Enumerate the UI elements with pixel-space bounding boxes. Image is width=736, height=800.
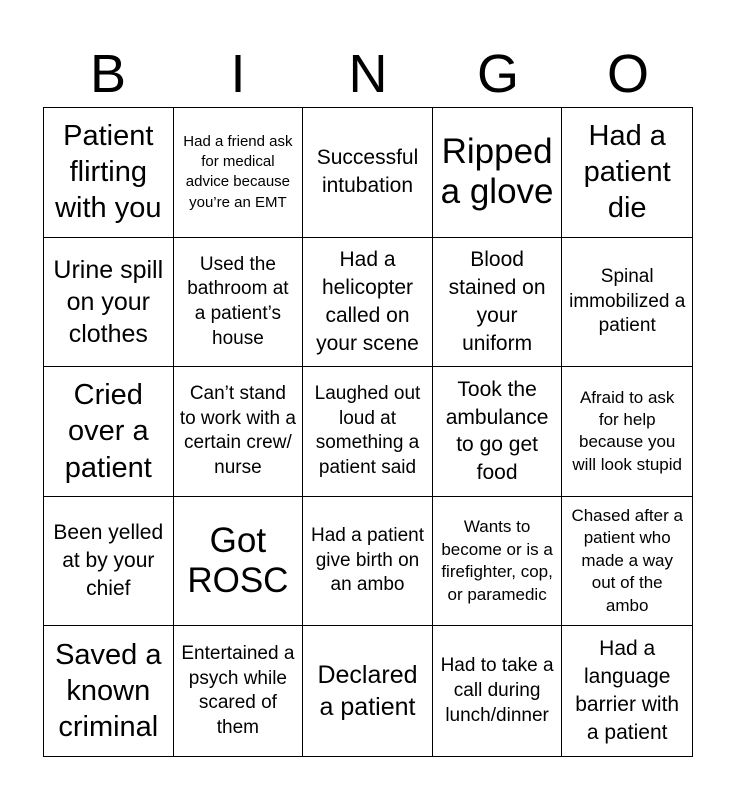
bingo-cell[interactable]	[174, 497, 304, 627]
cell-text: Patient flirting with you	[55, 119, 162, 225]
cell-text: Got ROSC	[187, 520, 289, 601]
bingo-cell[interactable]	[433, 108, 563, 238]
bingo-cell[interactable]	[562, 367, 692, 497]
cell-text: Chased after a patient who made a way out of the ambo	[571, 506, 683, 615]
cell-text: Successful intubation	[316, 146, 419, 198]
bingo-cell[interactable]	[174, 108, 304, 238]
bingo-cell[interactable]	[562, 108, 692, 238]
bingo-cell[interactable]	[44, 626, 174, 756]
bingo-cell[interactable]	[44, 238, 174, 368]
cell-text: Spinal immobilized a patient	[569, 265, 686, 337]
cell-text: Entertained a psych while scared of them	[181, 642, 295, 738]
header-letter-i: I	[230, 44, 246, 104]
bingo-cell[interactable]	[562, 626, 692, 756]
bingo-cell[interactable]	[433, 238, 563, 368]
bingo-cell[interactable]	[174, 367, 304, 497]
bingo-cell[interactable]	[174, 238, 304, 368]
cell-text: Took the ambulance to go get food	[445, 377, 549, 485]
cell-text: Been yelled at by your chief	[53, 521, 164, 601]
cell-text: Declared a patient	[317, 661, 418, 722]
header-letter-b: B	[89, 44, 127, 104]
cell-text: Afraid to ask for help because you will look stupid	[572, 387, 682, 474]
cell-text: Urine spill on your clothes	[53, 255, 164, 348]
bingo-cell[interactable]	[433, 367, 563, 497]
header-letter-g: G	[476, 44, 519, 104]
bingo-cell[interactable]	[303, 367, 433, 497]
cell-text: Can’t stand to work with a certain crew/ nurse	[179, 383, 296, 479]
bingo-cell[interactable]	[433, 497, 563, 627]
bingo-header	[43, 40, 693, 108]
cell-text: Wants to become or is a firefighter, cop, or paramedic	[441, 517, 553, 604]
cell-text: Had a patient give birth on an ambo	[310, 525, 424, 596]
bingo-cell[interactable]	[44, 367, 174, 497]
bingo-cell[interactable]	[562, 238, 692, 368]
bingo-cell[interactable]	[433, 626, 563, 756]
cell-text: Cried over a patient	[64, 379, 152, 484]
bingo-cell[interactable]	[303, 626, 433, 756]
cell-text: Had a helicopter called on your scene	[316, 248, 419, 355]
cell-text: Laughed out loud at something a patient said	[314, 383, 421, 479]
cell-text: Used the bathroom at a patient’s house	[187, 253, 289, 349]
bingo-cell[interactable]	[44, 497, 174, 627]
cell-text: Had to take a call during lunch/dinner	[440, 655, 554, 726]
bingo-cell[interactable]	[44, 108, 174, 238]
bingo-cell[interactable]	[562, 497, 692, 627]
cell-text: Had a patient die	[583, 119, 671, 225]
cell-text: Had a friend ask for medical advice because you’re an EMT	[183, 132, 293, 211]
bingo-cell[interactable]	[303, 108, 433, 238]
bingo-cell[interactable]	[303, 497, 433, 627]
header-letter-o: O	[606, 44, 649, 104]
cell-text: Ripped a glove	[440, 132, 554, 212]
cell-text: Blood stained on your uniform	[448, 248, 546, 355]
header-letter-n: N	[348, 44, 388, 104]
cell-text: Had a language barrier with a patient	[575, 637, 680, 745]
bingo-board	[43, 107, 693, 757]
cell-text: Saved a known criminal	[55, 638, 162, 744]
bingo-cell[interactable]	[174, 626, 304, 756]
bingo-cell[interactable]	[303, 238, 433, 368]
